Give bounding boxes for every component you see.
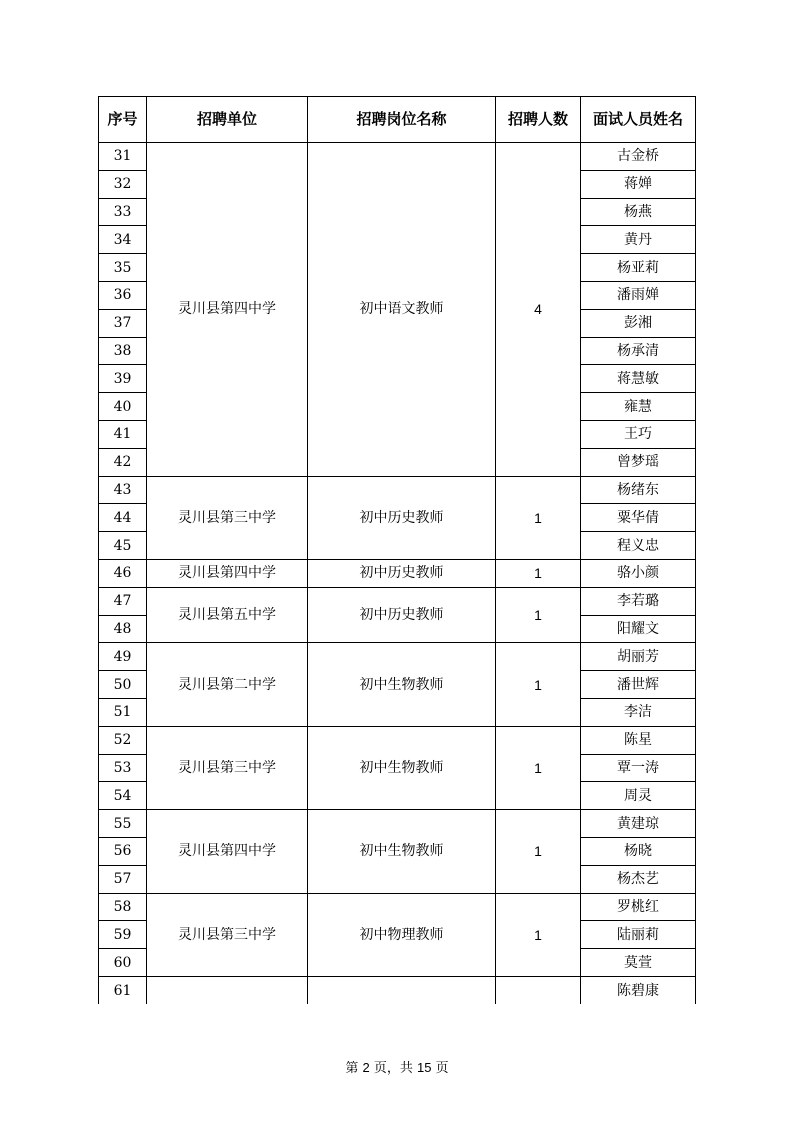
row-index: 34 xyxy=(99,226,147,254)
row-index: 59 xyxy=(99,921,147,949)
candidate-name: 莫萱 xyxy=(581,949,696,977)
row-index: 44 xyxy=(99,504,147,532)
hiring-count: 1 xyxy=(496,893,581,976)
hiring-count: 4 xyxy=(496,143,581,477)
row-index: 58 xyxy=(99,893,147,921)
row-index: 45 xyxy=(99,532,147,560)
recruiting-unit: 灵川县第四中学 xyxy=(147,559,308,587)
header-position: 招聘岗位名称 xyxy=(308,97,496,143)
header-count: 招聘人数 xyxy=(496,97,581,143)
roster-body xyxy=(99,143,696,1005)
interview-roster-table xyxy=(98,96,696,1004)
row-index: 50 xyxy=(99,671,147,699)
candidate-name: 彭湘 xyxy=(581,309,696,337)
row-index: 35 xyxy=(99,254,147,282)
row-index: 38 xyxy=(99,337,147,365)
row-index: 51 xyxy=(99,698,147,726)
candidate-name: 罗桃红 xyxy=(581,893,696,921)
candidate-name: 杨亚莉 xyxy=(581,254,696,282)
position-name: 初中生物教师 xyxy=(308,643,496,726)
row-index: 46 xyxy=(99,559,147,587)
candidate-name: 陈星 xyxy=(581,726,696,754)
candidate-name: 李若璐 xyxy=(581,587,696,615)
table-row xyxy=(99,559,696,587)
table-row xyxy=(99,143,696,171)
header-row xyxy=(99,97,696,143)
row-index: 36 xyxy=(99,281,147,309)
candidate-name: 杨晓 xyxy=(581,837,696,865)
table-row xyxy=(99,810,696,838)
header-names: 面试人员姓名 xyxy=(581,97,696,143)
table-row xyxy=(99,976,696,1004)
candidate-name: 杨杰艺 xyxy=(581,865,696,893)
recruiting-unit: 灵川县第四中学 xyxy=(147,143,308,477)
hiring-count: 1 xyxy=(496,559,581,587)
candidate-name: 曾梦瑶 xyxy=(581,448,696,476)
candidate-name: 黄建琼 xyxy=(581,810,696,838)
position-name: 初中物理教师 xyxy=(308,893,496,976)
hiring-count: 1 xyxy=(496,810,581,893)
candidate-name: 潘雨婵 xyxy=(581,281,696,309)
row-index: 49 xyxy=(99,643,147,671)
candidate-name: 胡丽芳 xyxy=(581,643,696,671)
footer-page-number: 2 xyxy=(362,1060,370,1075)
candidate-name: 李洁 xyxy=(581,698,696,726)
candidate-name: 杨燕 xyxy=(581,198,696,226)
table-row xyxy=(99,893,696,921)
candidate-name: 杨承清 xyxy=(581,337,696,365)
position-name: 初中历史教师 xyxy=(308,587,496,643)
candidate-name: 周灵 xyxy=(581,782,696,810)
hiring-count: 1 xyxy=(496,643,581,726)
candidate-name: 黄丹 xyxy=(581,226,696,254)
recruiting-unit xyxy=(147,976,308,1004)
row-index: 40 xyxy=(99,393,147,421)
row-index: 53 xyxy=(99,754,147,782)
table-row xyxy=(99,726,696,754)
recruiting-unit: 灵川县第三中学 xyxy=(147,476,308,559)
row-index: 39 xyxy=(99,365,147,393)
position-name: 初中历史教师 xyxy=(308,559,496,587)
header-unit: 招聘单位 xyxy=(147,97,308,143)
recruiting-unit: 灵川县第三中学 xyxy=(147,726,308,809)
candidate-name: 阳耀文 xyxy=(581,615,696,643)
table-row xyxy=(99,476,696,504)
hiring-count: 1 xyxy=(496,726,581,809)
hiring-count xyxy=(496,976,581,1004)
header-index: 序号 xyxy=(99,97,147,143)
table-row xyxy=(99,643,696,671)
recruiting-unit: 灵川县第五中学 xyxy=(147,587,308,643)
row-index: 56 xyxy=(99,837,147,865)
candidate-name: 程义忠 xyxy=(581,532,696,560)
candidate-name: 粟华倩 xyxy=(581,504,696,532)
row-index: 37 xyxy=(99,309,147,337)
table-row xyxy=(99,587,696,615)
row-index: 55 xyxy=(99,810,147,838)
row-index: 52 xyxy=(99,726,147,754)
candidate-name: 杨绪东 xyxy=(581,476,696,504)
row-index: 48 xyxy=(99,615,147,643)
candidate-name: 陆丽莉 xyxy=(581,921,696,949)
candidate-name: 蒋婵 xyxy=(581,170,696,198)
row-index: 61 xyxy=(99,976,147,1004)
recruiting-unit: 灵川县第三中学 xyxy=(147,893,308,976)
candidate-name: 王巧 xyxy=(581,420,696,448)
candidate-name: 雍慧 xyxy=(581,393,696,421)
page-footer xyxy=(0,1057,794,1076)
recruiting-unit: 灵川县第二中学 xyxy=(147,643,308,726)
row-index: 43 xyxy=(99,476,147,504)
footer-suffix: 页 xyxy=(435,1061,449,1076)
hiring-count: 1 xyxy=(496,476,581,559)
candidate-name: 覃一涛 xyxy=(581,754,696,782)
row-index: 47 xyxy=(99,587,147,615)
row-index: 60 xyxy=(99,949,147,977)
candidate-name: 骆小颜 xyxy=(581,559,696,587)
position-name: 初中生物教师 xyxy=(308,726,496,809)
candidate-name: 古金桥 xyxy=(581,143,696,171)
row-index: 31 xyxy=(99,143,147,171)
position-name: 初中语文教师 xyxy=(308,143,496,477)
position-name xyxy=(308,976,496,1004)
candidate-name: 潘世辉 xyxy=(581,671,696,699)
recruiting-unit: 灵川县第四中学 xyxy=(147,810,308,893)
row-index: 54 xyxy=(99,782,147,810)
footer-prefix: 第 xyxy=(345,1061,359,1076)
row-index: 32 xyxy=(99,170,147,198)
row-index: 33 xyxy=(99,198,147,226)
footer-total-pages: 15 xyxy=(417,1060,432,1075)
hiring-count: 1 xyxy=(496,587,581,643)
candidate-name: 蒋慧敏 xyxy=(581,365,696,393)
footer-middle: 页，共 xyxy=(373,1061,413,1076)
position-name: 初中生物教师 xyxy=(308,810,496,893)
row-index: 42 xyxy=(99,448,147,476)
row-index: 57 xyxy=(99,865,147,893)
candidate-name: 陈碧康 xyxy=(581,976,696,1004)
row-index: 41 xyxy=(99,420,147,448)
position-name: 初中历史教师 xyxy=(308,476,496,559)
